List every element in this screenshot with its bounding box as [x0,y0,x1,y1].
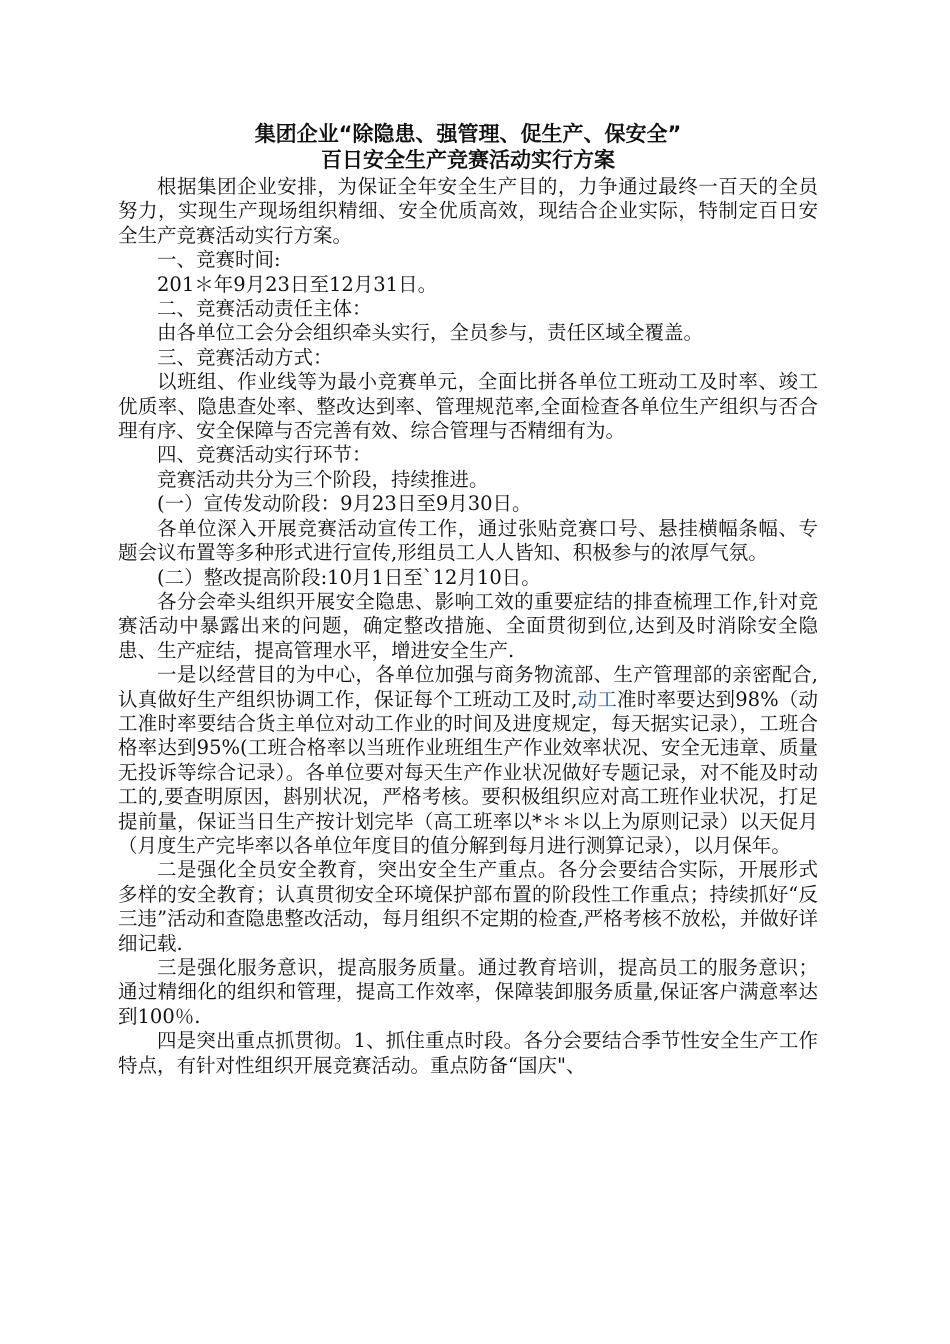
paragraph-stage-one: 各单位深入开展竞赛活动宣传工作，通过张贴竞赛口号、悬挂横幅条幅、专题会议布置等多种形式进行宣传,形组员工人人皆知、积极参与的浓厚气氛。 [118,516,818,565]
heading-competition-time: 一、竞赛时间: [157,248,281,272]
paragraph-stage-two: 各分会牵头组织开展安全隐患、影响工效的重要症结的排查梳理工作,针对竞赛活动中暴露出来的问题，确定整改措施、全面贯彻到位,达到及时消除安全隐患、生产症结，提高管理水平，增进安全生产. [118,589,818,662]
heading-competition-method: 三、竞赛活动方式： [157,345,333,369]
heading-stage-one: (一）宣传发动阶段：9月23日至9月30日。 [157,492,532,516]
paragraph-point-one-rest: 准时率要达到98%（动工准时率要结合货主单位对动工作业的时间及进度规定，每天据实记录），工班合格率达到95%(工班合格率以当班作业班组生产作业效率状况、安全无违章、质量无投诉等综合记录）。各单位要对每天生产作业状况做好专题记录，对不能及时动工的,要查明原因，斟别状况，严格考核。要积极组织应对高工班作业状况，打足提前量，保证当日生产按计划完毕（高工班率以*＊＊以上为原则记录）以天促月（月度生产完毕率以各单位年度目的值分解到每月进行测算记录），以月保年。 [118,687,819,857]
paragraph-competition-time: 201＊年9月23日至12月31日。 [157,272,438,296]
paragraph-point-four: 四是突出重点抓贯彻。1、抓住重点时段。各分会要结合季节性安全生产工作特点，有针对性组织开展竞赛活动。重点防备“国庆"、 [118,1029,818,1077]
heading-responsible-body: 二、竞赛活动责任主体： [157,297,372,321]
paragraph-point-three: 三是强化服务意识，提高服务质量。通过教育培训，提高员工的服务意识；通过精细化的组织和管理，提高工作效率，保障装卸服务质量,保证客户满意率达到100％. [118,956,818,1028]
paragraph-point-one-start: 一是以经营目的为中心，各单位加强与商务物流部、生产管理部的亲密配合,认真做好生产组织协调工作，保证每个工班动工及时, [118,663,818,711]
document-body [118,175,818,1078]
document-page [118,121,818,1078]
paragraph-intro: 根据集团企业安排，为保证全年安全生产目的，力争通过最终一百天的全员努力，实现生产现场组织精细、安全优质高效，现结合企业实际，特制定百日安全生产竞赛活动实行方案。 [118,175,818,247]
paragraph-point-two: 二是强化全员安全教育，突出安全生产重点。各分会要结合实际，开展形式多样的安全教育；认真贯彻安全环境保护部布置的阶段性工作重点；持续抓好“反三违”活动和查隐患整改活动，每月组织不定期的检查,严格考核不放松，并做好详细记载. [118,858,818,955]
heading-stage-two: (二）整改提高阶段:10月1日至`12月10日。 [157,565,541,589]
document-title-line-1: 集团企业“除隐患、强管理、促生产、保安全” [254,122,682,146]
heading-implementation-steps: 四、竞赛活动实行环节： [157,443,372,467]
document-title-line-2: 百日安全生产竞赛活动实行方案 [321,148,615,172]
highlighted-text: 动工 [577,687,618,711]
paragraph-responsible-body: 由各单位工会分会组织牵头实行，全员参与，责任区域全覆盖。 [157,321,704,345]
paragraph-competition-method: 以班组、作业线等为最小竞赛单元，全面比拼各单位工班动工及时率、竣工优质率、隐患查处率、整改达到率、管理规范率,全面检查各单位生产组织与否合理有序、安全保障与否完善有效、综合管理与否精细有为。 [118,370,818,443]
paragraph-point-one [118,663,818,858]
paragraph-three-stages: 竞赛活动共分为三个阶段，持续推进。 [157,467,489,491]
